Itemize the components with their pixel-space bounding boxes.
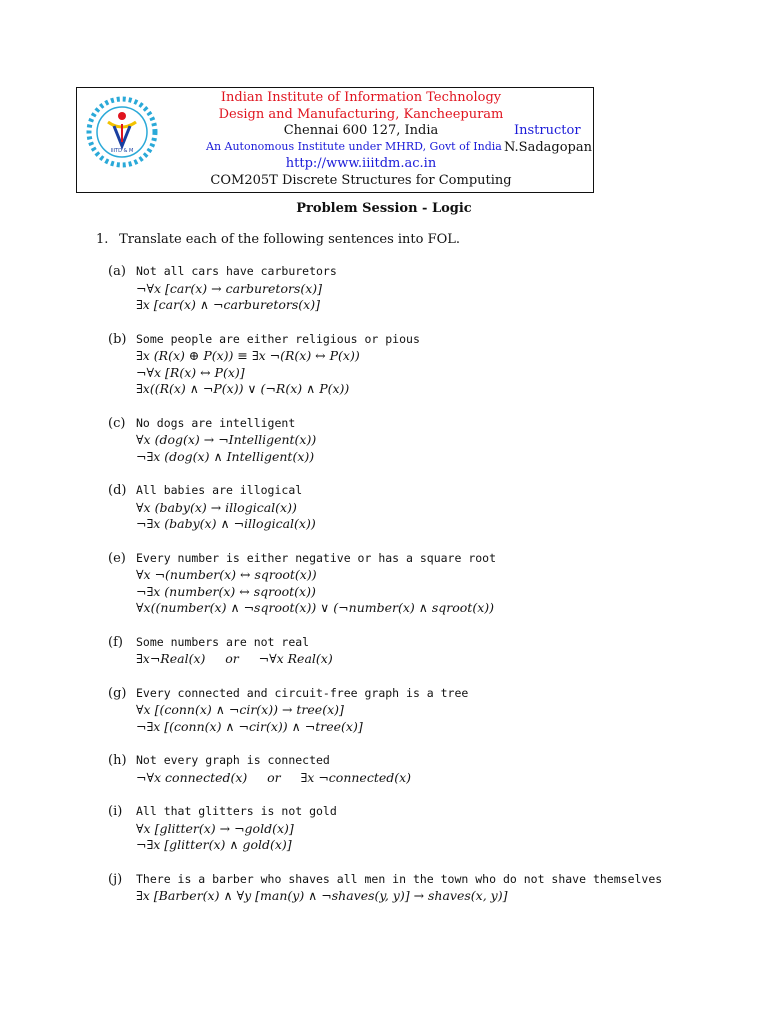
session-title: Problem Session - Logic: [296, 201, 472, 216]
fol-formula: ¬∀x connected(x) or ∃x ¬connected(x): [136, 769, 412, 785]
list-item: [108, 685, 748, 736]
institute-affiliation: An Autonomous Institute under MHRD, Govt of India: [206, 140, 502, 153]
item-sentence: [108, 550, 748, 568]
item-label: (j): [108, 871, 123, 887]
item-sentence-text: Every number is either negative or has a square root: [136, 550, 497, 565]
item-label: (i): [108, 804, 123, 819]
item-label: (d): [108, 483, 127, 498]
fol-formula: ¬∀x [car(x) → carburetors(x)]: [136, 280, 323, 296]
item-sentence: [108, 685, 748, 703]
fol-formula: ¬∃x [glitter(x) ∧ gold(x)]: [136, 837, 292, 852]
fol-formula: ∃x((R(x) ∧ ¬P(x)) ∨ (¬R(x) ∧ P(x)): [136, 381, 350, 396]
item-sentence-text: Every connected and circuit-free graph is a tree: [136, 685, 469, 700]
fol-formula: ∃x [car(x) ∧ ¬carburetors(x)]: [136, 297, 320, 312]
fol-formula: ∀x ¬(number(x) ↔ sqroot(x)): [136, 567, 317, 582]
instructor-block: [504, 123, 592, 156]
item-sentence-text: Some people are either religious or pious: [136, 331, 420, 346]
fol-formula: ¬∃x (baby(x) ∧ ¬illogical(x)): [136, 516, 316, 531]
instructor-name: N.Sadagopan: [504, 139, 592, 155]
item-sentence-text: Not every graph is connected: [136, 753, 330, 767]
item-sentence-text: All babies are illogical: [136, 483, 303, 497]
fol-formula: ∃x¬Real(x) or ¬∀x Real(x): [136, 651, 333, 666]
fol-formula: ¬∃x (dog(x) ∧ Intelligent(x)): [136, 448, 315, 464]
list-item: [108, 634, 748, 668]
course-title: COM205T Discrete Structures for Computing: [210, 172, 512, 188]
item-sentence-text: No dogs are intelligent: [136, 415, 296, 430]
item-sentence-text: Some numbers are not real: [136, 634, 310, 649]
fol-formula: ∀x (baby(x) → illogical(x)): [136, 499, 297, 515]
item-sentence-text: There is a barber who shaves all men in the town who do not shave themselves: [136, 871, 663, 886]
item-label: (b): [108, 331, 127, 347]
item-sentence-text: All that glitters is not gold: [136, 804, 337, 818]
item-sentence: [108, 482, 748, 500]
question-number: 1.: [96, 232, 109, 247]
item-sentence: [108, 331, 748, 349]
item-label: (g): [108, 685, 127, 701]
fol-formula: ¬∃x [(conn(x) ∧ ¬cir(x)) ∧ ¬tree(x)]: [136, 718, 363, 734]
list-item: [108, 550, 748, 617]
fol-formula: ∀x((number(x) ∧ ¬sqroot(x)) ∨ (¬number(x) ∧ sqroot(x)): [136, 600, 495, 615]
list-item: [108, 263, 748, 314]
item-label: (f): [108, 634, 123, 650]
list-item: [108, 331, 748, 398]
items-list: [108, 263, 748, 922]
fol-formula: ∀x [glitter(x) → ¬gold(x)]: [136, 820, 294, 836]
question-text: Translate each of the following sentences into FOL.: [119, 232, 461, 247]
item-sentence: [108, 415, 748, 433]
fol-formula: ∃x [Barber(x) ∧ ∀y [man(y) ∧ ¬shaves(y, y)] → shaves(x, y)]: [136, 888, 508, 903]
institute-website[interactable]: http://www.iiitdm.ac.in: [285, 156, 437, 171]
item-label: (e): [108, 550, 126, 566]
instructor-label: Instructor: [514, 123, 581, 138]
institute-logo: [84, 94, 160, 184]
list-item: [108, 482, 748, 533]
item-sentence-text: Not all cars have carburetors: [136, 264, 337, 278]
institute-name-line2: Design and Manufacturing, Kancheepuram: [218, 106, 504, 122]
item-sentence: [108, 634, 748, 652]
question-1: [96, 232, 460, 247]
item-sentence: [108, 752, 748, 770]
list-item: [108, 871, 748, 905]
item-sentence: [108, 803, 748, 821]
fol-formula: ∃x (R(x) ⊕ P(x)) ≡ ∃x ¬(R(x) ↔ P(x)): [136, 348, 360, 363]
list-item: [108, 752, 748, 786]
institute-name-line1: Indian Institute of Information Technology: [220, 90, 502, 105]
fol-formula: ¬∃x (number(x) ↔ sqroot(x)): [136, 583, 316, 599]
item-sentence: [108, 871, 748, 889]
fol-formula: ∀x (dog(x) → ¬Intelligent(x)): [136, 432, 317, 447]
item-label: (c): [108, 415, 126, 431]
list-item: [108, 803, 748, 854]
list-item: [108, 415, 748, 466]
item-label: (h): [108, 753, 127, 768]
item-label: (a): [108, 264, 126, 279]
logo-text: IIITD & M: [110, 148, 134, 154]
item-sentence: [108, 263, 748, 281]
fol-formula: ¬∀x [R(x) ↔ P(x)]: [136, 364, 245, 380]
institute-address: Chennai 600 127, India: [283, 123, 439, 138]
fol-formula: ∀x [(conn(x) ∧ ¬cir(x)) → tree(x)]: [136, 702, 344, 717]
